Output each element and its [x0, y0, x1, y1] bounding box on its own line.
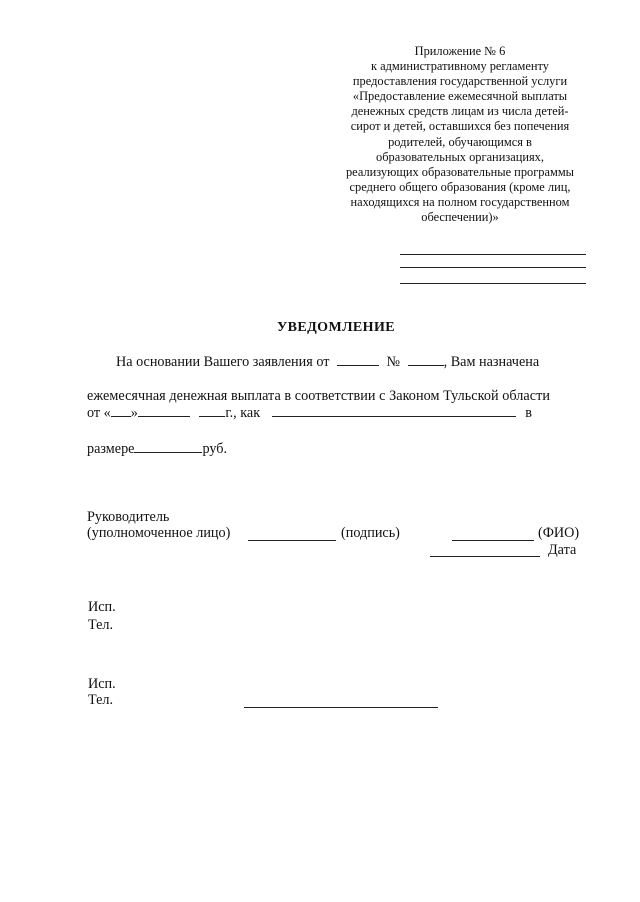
document-title: УВЕДОМЛЕНИЕ	[277, 320, 395, 335]
signature-authorized: (уполномоченное лицо)	[87, 525, 231, 541]
body-line-1	[116, 353, 539, 371]
body-text: , Вам назначена	[443, 354, 540, 370]
year-blank[interactable]	[199, 404, 225, 417]
date-label: Дата	[548, 542, 577, 558]
appendix-line: сирот и детей, оставшихся без попечения	[350, 119, 570, 134]
body-text: от «	[87, 405, 111, 421]
appendix-line: обеспечении)»	[421, 210, 499, 225]
body-text: На основании Вашего заявления от	[116, 354, 330, 370]
addressee-line[interactable]	[400, 254, 586, 255]
body-line-3	[87, 404, 532, 422]
application-date-blank[interactable]	[337, 353, 379, 366]
body-text: размере	[87, 441, 135, 457]
contact-tel: Тел.	[88, 617, 114, 633]
appendix-line: к административному регламенту	[371, 59, 549, 74]
appendix-line: денежных средств лицам из числа детей-	[351, 104, 569, 119]
contact-isp: Исп.	[88, 599, 116, 615]
appendix-line: «Предоставление ежемесячной выплаты	[352, 89, 568, 104]
appendix-line: предоставления государственной услуги	[352, 74, 568, 89]
day-blank[interactable]	[111, 404, 131, 417]
appendix-line: Приложение № 6	[414, 44, 506, 58]
body-text: руб.	[202, 441, 228, 457]
addressee-line[interactable]	[400, 283, 586, 284]
number-sign: №	[386, 354, 401, 370]
signature-blank[interactable]	[248, 540, 336, 541]
contact-isp: Исп.	[88, 676, 116, 692]
fio-blank[interactable]	[452, 540, 534, 541]
application-number-blank[interactable]	[408, 353, 444, 366]
amount-blank[interactable]	[134, 440, 202, 453]
appendix-line: находящихся на полном государственном	[350, 194, 570, 209]
body-line-2: ежемесячная денежная выплата в соответствии с Законом Тульской области	[87, 388, 550, 404]
fio-label: (ФИО)	[538, 525, 580, 541]
category-blank[interactable]	[272, 404, 516, 417]
body-line-4	[87, 440, 227, 458]
appendix-line: среднего общего образования (кроме лиц,	[349, 179, 571, 194]
bottom-blank[interactable]	[244, 707, 438, 708]
appendix-line: реализующих образовательные программы	[345, 164, 574, 179]
body-text: в	[525, 405, 532, 421]
appendix-line: образовательных организациях,	[376, 149, 544, 164]
appendix-line: родителей, обучающимся в	[388, 134, 532, 149]
appendix-header	[338, 44, 582, 225]
body-text: г., как	[225, 405, 261, 421]
body-text: »	[130, 405, 138, 421]
contact-tel: Тел.	[88, 692, 114, 708]
signature-head: Руководитель	[87, 509, 170, 525]
date-blank[interactable]	[430, 556, 540, 557]
month-blank[interactable]	[138, 404, 190, 417]
addressee-line[interactable]	[400, 267, 586, 268]
signature-label: (подпись)	[341, 525, 400, 541]
